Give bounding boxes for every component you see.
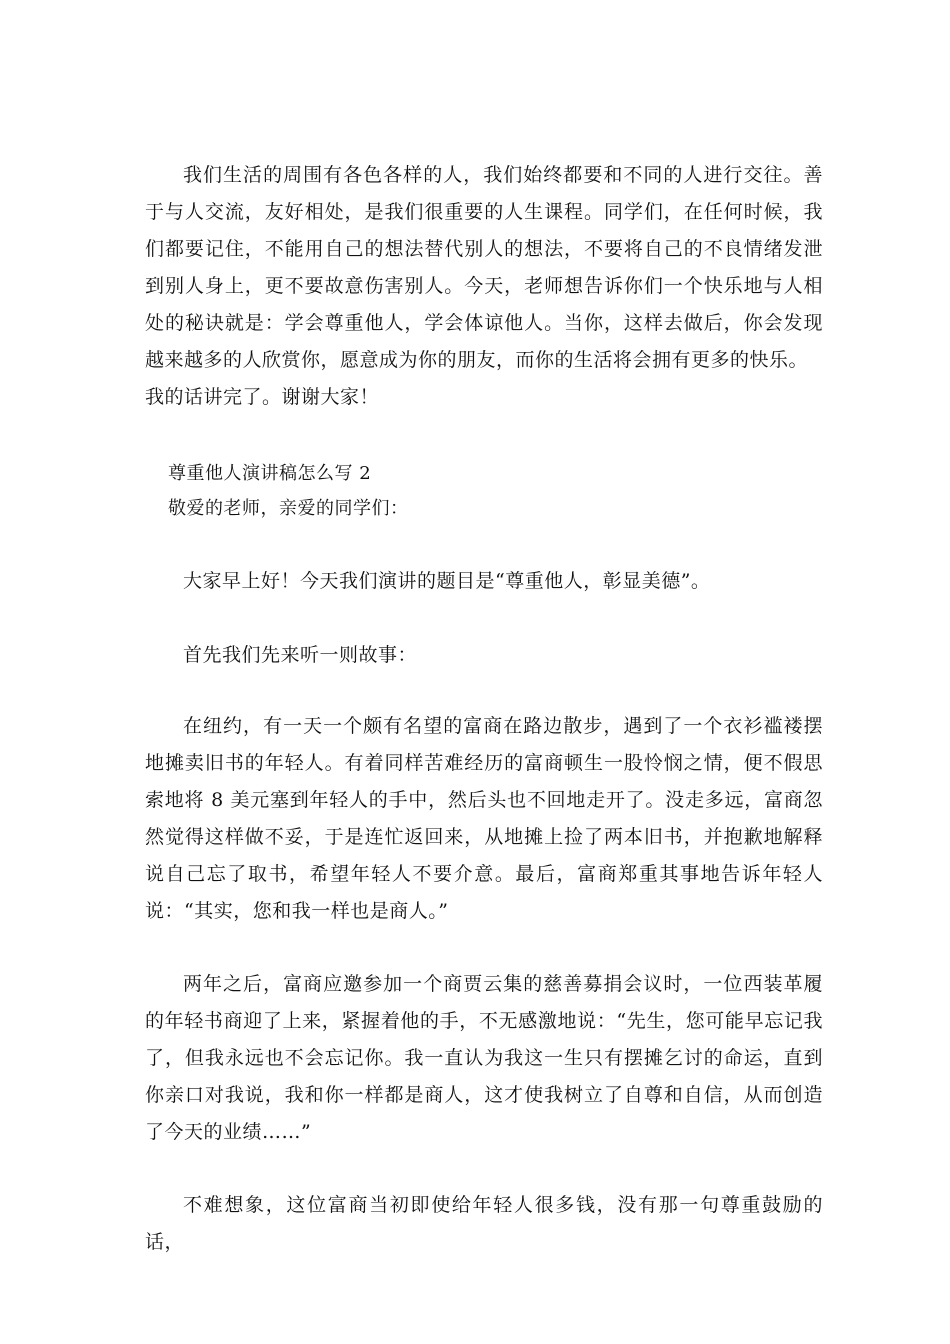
section-title: 尊重他人演讲稿怎么写 2 (168, 463, 372, 484)
salutation: 敬爱的老师，亲爱的同学们： (168, 498, 409, 519)
paragraph-2: 大家早上好！今天我们演讲的题目是“尊重他人，彰显美德”。 (183, 570, 711, 592)
paragraph-1: 我们生活的周围有各色各样的人，我们始终都要和不同的人进行交往。善于与人交流，友好相处，是我们很重要的人生课程。同学们，在任何时候，我们都要记住，不能用自己的想法替代别人的想法，不要将自己的不良情绪发泄到别人身上，更不要故意伤害别人。今天，老师想告诉你们一个快乐地与人相处的秘诀就是：学会尊重他人，学会体谅他人。当你，这样去做后，你会发现越来越多的人欣赏你，愿意成为你的朋友，而你的生活将会拥有更多的快乐。 (145, 164, 823, 371)
paragraph-4: 在纽约，有一天一个颇有名望的富商在路边散步，遇到了一个衣衫褴褛摆地摊卖旧书的年轻人。有着同样苦难经历的富商顿生一股怜悯之情，便不假思索地将 8 美元塞到年轻人的手中，然后头也不回地走开了。没走多远，富商忽然觉得这样做不妥，于是连忙返回来，从地摊上捡了两本旧书，并抱歉地解释说自己忘了取书，希望年轻人不要介意。最后，富商郑重其事地告诉年轻人说：“其实，您和我一样也是商人。” (145, 715, 823, 922)
paragraph-3: 首先我们先来听一则故事： (183, 644, 418, 666)
paragraph-5: 两年之后，富商应邀参加一个商贾云集的慈善募捐会议时，一位西装革履的年轻书商迎了上来，紧握着他的手，不无感激地说：“先生，您可能早忘记我了，但我永远也不会忘记你。我一直认为我这一生只有摆摊乞讨的命运，直到你亲口对我说，我和你一样都是商人，这才使我树立了自尊和自信，从而创造了今天的业绩……” (145, 973, 823, 1143)
paragraph-1-closing: 我的话讲完了。谢谢大家！ (145, 386, 380, 408)
paragraph-6: 不难想象，这位富商当初即使给年轻人很多钱，没有那一句尊重鼓励的话， (145, 1194, 823, 1253)
